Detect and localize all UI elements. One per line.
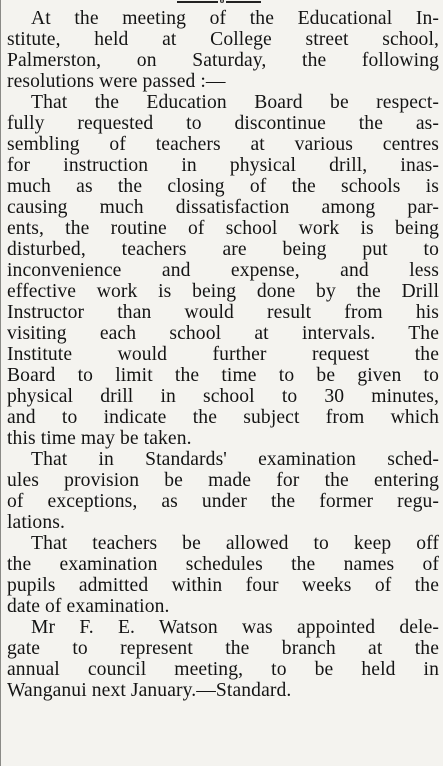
text-line: causing much dissatisfaction among par- [7, 197, 439, 218]
text-line: Institute would further request the [7, 344, 439, 365]
paragraph-resolution-pupils [7, 533, 439, 617]
text-line: Instructor than would result from his [7, 302, 439, 323]
text-line: That the Education Board be respect- [31, 92, 439, 113]
text-line: and to indicate the subject from which [7, 407, 439, 428]
text-line: disturbed, teachers are being put to [7, 239, 439, 260]
text-line: pupils admitted within four weeks of the [7, 575, 439, 596]
text-line: That in Standards' examination sched- [31, 449, 439, 470]
text-line: annual council meeting, to be held in [7, 659, 439, 680]
text-line: the examination schedules the names of [7, 554, 439, 575]
text-line: Board to limit the time to be given to [7, 365, 439, 386]
text-line: lations. [7, 512, 65, 533]
paragraph-delegate [7, 617, 439, 701]
text-line: gate to represent the branch at the [7, 638, 439, 659]
article-body [7, 8, 439, 701]
paragraph-resolution-schedules [7, 449, 439, 533]
text-line: ules provision be made for the entering [7, 470, 439, 491]
text-line: for instruction in physical drill, inas- [7, 155, 439, 176]
text-line: this time may be taken. [7, 428, 192, 449]
text-line: physical drill in school to 30 minutes, [7, 386, 439, 407]
text-line: resolutions were passed :— [7, 71, 226, 92]
text-line: date of examination. [7, 596, 170, 617]
text-line: That teachers be allowed to keep off [31, 533, 439, 554]
text-line: Mr F. E. Watson was appointed dele- [31, 617, 439, 638]
text-line: much as the closing of the schools is [7, 176, 439, 197]
text-line: inconvenience and expense, and less [7, 260, 439, 281]
text-line: ents, the routine of school work is being [7, 218, 439, 239]
divider-ornament: o [218, 0, 227, 5]
text-line: sembling of teachers at various centres [7, 134, 439, 155]
text-line: At the meeting of the Educational In- [31, 8, 439, 29]
text-line: stitute, held at College street school, [7, 29, 439, 50]
paragraph-meeting [7, 8, 439, 92]
text-line: Palmerston, on Saturday, the following [7, 50, 439, 71]
text-line: Wanganui next January.—Standard. [7, 680, 292, 701]
paragraph-resolution-drill [7, 92, 439, 449]
text-line: of exceptions, as under the former regu- [7, 491, 439, 512]
section-divider [1, 0, 443, 5]
text-line: effective work is being done by the Drill [7, 281, 439, 302]
text-line: fully requested to discontinue the as- [7, 113, 439, 134]
text-line: visiting each school at intervals. The [7, 323, 439, 344]
